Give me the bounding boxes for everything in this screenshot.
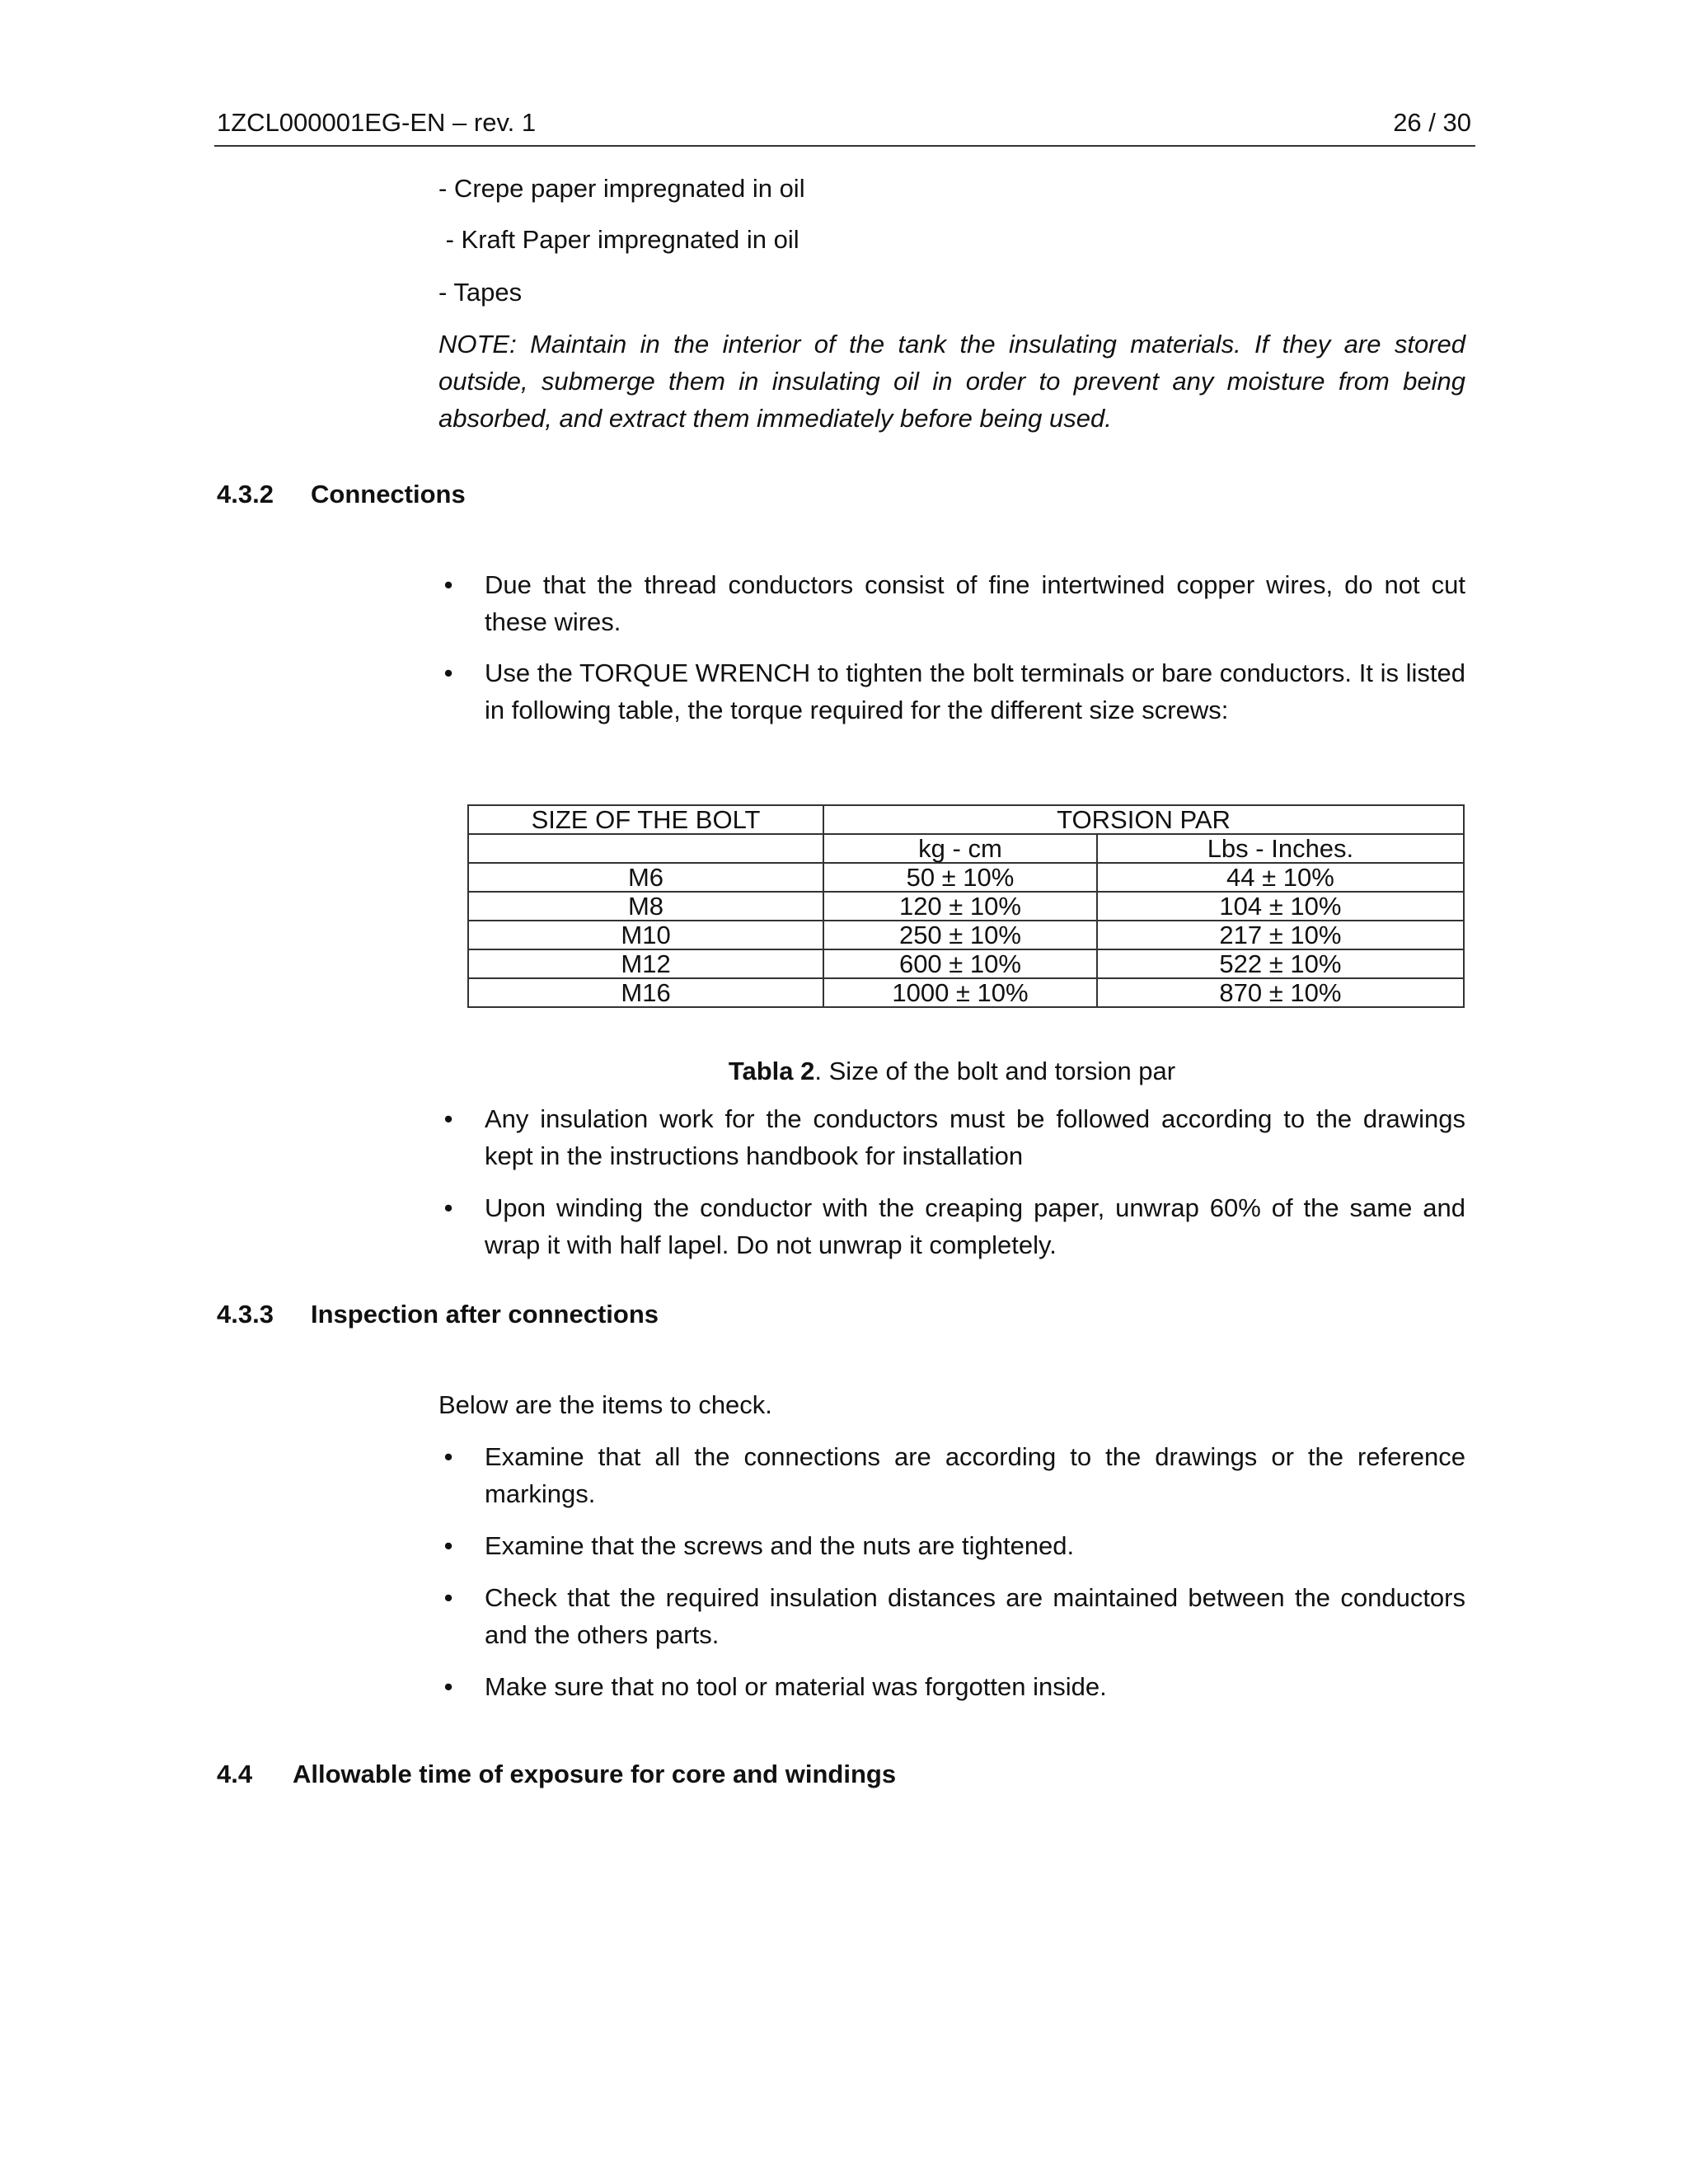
section-number-4-3-2: 4.3.2 (217, 480, 274, 509)
bullet-marker: • (443, 570, 453, 599)
header-torsion-par: TORSION PAR (823, 805, 1464, 834)
bullet-marker: • (443, 1193, 453, 1222)
cell-lbs-inches: 44 ± 10% (1097, 863, 1464, 892)
section-title-exposure-time: Allowable time of exposure for core and windings (293, 1760, 897, 1788)
inspection-bullet-distances: Check that the required insulation distances are maintained between the conductors and the others parts. (485, 1583, 1465, 1649)
connections-bullet-torque-wrench: Use the TORQUE WRENCH to tighten the bolt terminals or bare conductors. It is listed in following table, the torque required for the different size screws: (485, 658, 1465, 724)
subheader-kg-cm: kg - cm (823, 834, 1097, 863)
material-item-crepe-paper: - Crepe paper impregnated in oil (438, 174, 805, 203)
table-row (468, 892, 1464, 921)
cell-lbs-inches: 522 ± 10% (1097, 949, 1464, 978)
table-row (468, 921, 1464, 949)
section-title-connections: Connections (311, 480, 466, 509)
cell-kg-cm: 600 ± 10% (823, 949, 1097, 978)
header-bolt-size: SIZE OF THE BOLT (468, 805, 823, 834)
table-subheader-row (468, 834, 1464, 863)
cell-bolt-size: M8 (468, 892, 823, 921)
bullet-marker: • (443, 1672, 453, 1701)
table-header-row (468, 805, 1464, 834)
insulation-note: NOTE: Maintain in the interior of the tank the insulating materials. If they are stored outside, submerge them in insulating oil in order to prevent any moisture from being absorbed, and extract them immediately before being used. (438, 330, 1465, 433)
table-row (468, 949, 1464, 978)
section-number-4-4: 4.4 (217, 1760, 253, 1788)
section-title-inspection: Inspection after connections (311, 1300, 659, 1329)
caption-text: . Size of the bolt and torsion par (814, 1057, 1176, 1085)
bullet-marker: • (443, 1104, 453, 1133)
material-item-kraft-paper: - Kraft Paper impregnated in oil (438, 225, 799, 254)
material-item-tapes: - Tapes (438, 278, 523, 307)
cell-kg-cm: 120 ± 10% (823, 892, 1097, 921)
table-row (468, 978, 1464, 1007)
inspection-bullet-tools: Make sure that no tool or material was forgotten inside. (485, 1672, 1107, 1701)
caption-label: Tabla 2 (728, 1057, 815, 1085)
bullet-marker: • (443, 1531, 453, 1560)
cell-lbs-inches: 217 ± 10% (1097, 921, 1464, 949)
section-number-4-3-3: 4.3.3 (217, 1300, 274, 1329)
bullet-marker: • (443, 1442, 453, 1471)
cell-kg-cm: 1000 ± 10% (823, 978, 1097, 1007)
subheader-empty (468, 834, 823, 863)
connections-bullet-insulation-work: Any insulation work for the conductors must be followed according to the drawings kept in the instructions handbook for installation (485, 1104, 1465, 1170)
header-divider (214, 145, 1475, 147)
bullet-marker: • (443, 658, 453, 687)
cell-kg-cm: 250 ± 10% (823, 921, 1097, 949)
cell-bolt-size: M10 (468, 921, 823, 949)
table-caption (438, 1055, 1465, 1088)
cell-bolt-size: M6 (468, 863, 823, 892)
inspection-bullet-screws: Examine that the screws and the nuts are tightened. (485, 1531, 1075, 1560)
inspection-intro: Below are the items to check. (438, 1390, 772, 1419)
cell-lbs-inches: 870 ± 10% (1097, 978, 1464, 1007)
document-id: 1ZCL000001EG-EN – rev. 1 (217, 108, 537, 137)
cell-kg-cm: 50 ± 10% (823, 863, 1097, 892)
page-number: 26 / 30 (1393, 108, 1471, 137)
cell-bolt-size: M12 (468, 949, 823, 978)
subheader-lbs-inches: Lbs - Inches. (1097, 834, 1464, 863)
table-row (468, 863, 1464, 892)
cell-lbs-inches: 104 ± 10% (1097, 892, 1464, 921)
cell-bolt-size: M16 (468, 978, 823, 1007)
torque-table (467, 804, 1465, 1008)
bullet-marker: • (443, 1583, 453, 1612)
inspection-bullet-connections: Examine that all the connections are according to the drawings or the reference markings. (485, 1442, 1465, 1508)
connections-bullet-wires: Due that the thread conductors consist of fine intertwined copper wires, do not cut these wires. (485, 570, 1465, 636)
connections-bullet-creaping-paper: Upon winding the conductor with the creaping paper, unwrap 60% of the same and wrap it with half lapel. Do not unwrap it completely. (485, 1193, 1465, 1259)
